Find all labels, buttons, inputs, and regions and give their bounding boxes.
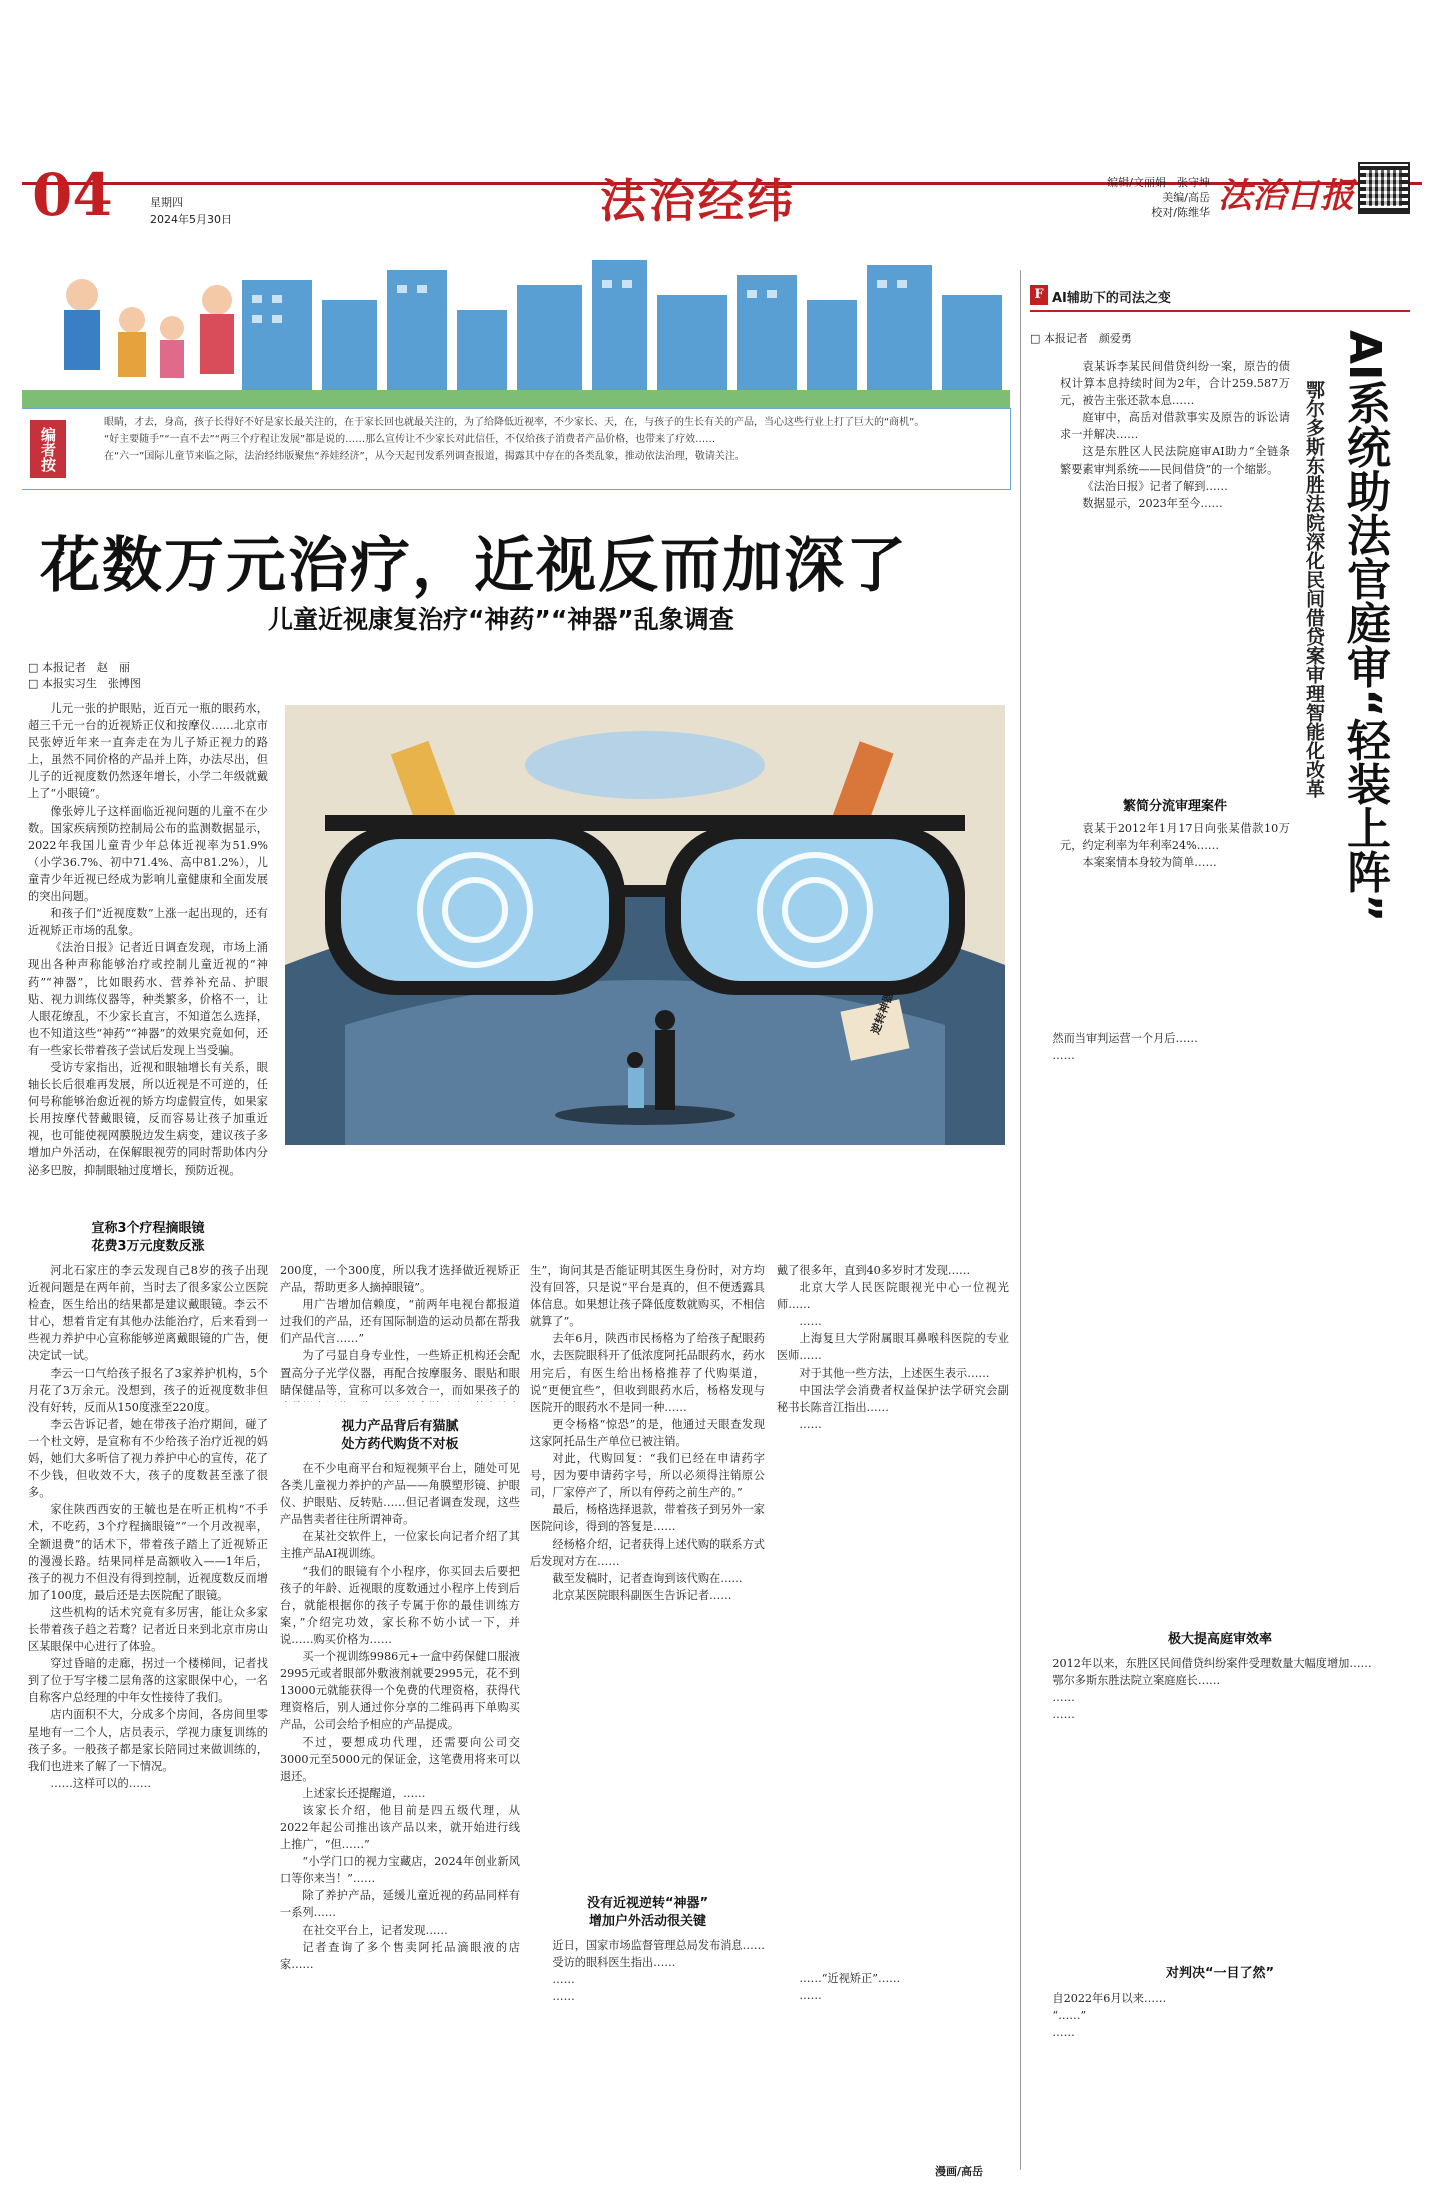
main-headline: 花数万元治疗，近视反而加深了 xyxy=(40,531,908,601)
paragraph: 上海复旦大学附属眼耳鼻喉科医院的专业医师…… xyxy=(777,1332,1009,1363)
paragraph: 经杨格介绍，记者获得上述代购的联系方式后发现对方在…… xyxy=(530,1537,765,1568)
paragraph: 鄂尔多斯东胜法院立案庭庭长…… xyxy=(1052,1674,1221,1688)
paragraph: 袁某于2012年1月17日向张某借款10万元，约定利率为年利率24%…… xyxy=(1060,822,1290,853)
paragraph: 2012年以来，东胜区民间借贷纠纷案件受理数量大幅度增加…… xyxy=(1052,1657,1372,1670)
paragraph: “……” xyxy=(1052,2009,1087,2023)
sidebar-tag: AI辅助下的司法之变 xyxy=(1052,291,1171,306)
sidebar-subheading-2: 极大提高庭审效率 xyxy=(1167,1632,1272,1647)
sidebar-subheading-3: 对判决“一目了然” xyxy=(1165,1966,1275,1981)
paragraph: 买一个视训练9986元+一盒中药保健口服液2995元或者眼部外敷液剂就要2995元，花不到13000元就能获得一个免费的代理资格，获得代理资格后，别人通过你分享的二维码再下单购买产品，公司会给予相应的产品提成。 xyxy=(280,1650,520,1732)
editor-line: 校对/陈维华 xyxy=(1151,206,1210,219)
paragraph: 截至发稿时，记者查询到该代购在…… xyxy=(552,1571,743,1585)
paragraph: 上述家长还提醒道，…… xyxy=(302,1786,426,1800)
paragraph: 数据显示，2023年至今…… xyxy=(1082,496,1223,510)
paragraph: 这些机构的话术究竟有多厉害，能让众多家长带着孩子趋之若鹜？记者近日来到北京市房山区某眼保中心进行了体验。 xyxy=(28,1605,268,1654)
editor-note-text xyxy=(84,414,994,465)
paragraph: …… xyxy=(1052,1049,1075,1063)
byline-intern: □ 本报实习生 张博图 xyxy=(28,677,141,690)
paragraph: 为了弓显自身专业性，一些矫正机构还会配置高分子光学仪器，再配合按摩服务、眼贴和眼睛保健品等，宣称可以多效合一，而如果孩子的 xyxy=(280,1349,520,1397)
subheading-3: 没有近视逆转“神器” 增加户外活动很关键 xyxy=(586,1896,709,1929)
paragraph: …… xyxy=(552,1990,575,2004)
editor-note-label: 编者按 xyxy=(30,420,66,478)
paragraph: 庭审中，高岳对借款事实及原告的诉讼请求一并解决…… xyxy=(1060,411,1290,442)
column-3 xyxy=(530,1262,765,1882)
paragraph: …… xyxy=(552,1973,575,1987)
sidebar-subheading-1: 繁简分流审理案件 xyxy=(1122,799,1227,814)
paragraph: …… xyxy=(1052,1708,1075,1722)
paragraph: ……这样可以的…… xyxy=(50,1776,152,1790)
section-title: 法治经纬 xyxy=(600,174,796,228)
paragraph: 对此，代购回复：“我们已经在申请药字号，因为要申请药字号，所以必须得注销原公司，厂家停产了，所以有停药之前生产的。” xyxy=(530,1452,765,1500)
qr-code xyxy=(1360,164,1408,212)
editors xyxy=(1060,175,1210,220)
sidebar-body-4 xyxy=(1030,1990,1410,2160)
column-2 xyxy=(280,1262,520,1402)
paragraph: 在某社交软件上，一位家长向记者介绍了其主推产品AI视训练。 xyxy=(280,1530,520,1561)
main-illustration xyxy=(285,705,1005,1145)
note-line: “好主要随手”“一直不去”“两三个疗程让发展”都是说的……那么宣传让不少家长对此信任，不仅给孩子消费者产品价格，也带来了疗效…… xyxy=(104,434,716,445)
paragraph: 和孩子们“近视度数”上涨一起出现的，还有近视矫正市场的乱象。 xyxy=(28,907,268,938)
column-4b xyxy=(777,1970,1009,2155)
column-2b xyxy=(280,1460,520,2160)
paragraph: 戴了很多年，直到40多岁时才发现…… xyxy=(777,1264,971,1277)
column-4 xyxy=(777,1262,1009,1962)
paragraph: 河北石家庄的李云发现自己8岁的孩子出现近视问题是在两年前，当时去了很多家公立医院检查，医生给出的结果都是建议戴眼镜。李云不甘心，想着肯定有其他办法能治疗，后来看到一些视力养护中心宣称能够逆离戴眼镜的广告，便决定试一试。 xyxy=(28,1264,268,1363)
subheading-1: 宣称3个疗程摘眼镜 花费3万元度数反涨 xyxy=(91,1221,205,1254)
paragraph: 李云告诉记者，她在带孩子治疗期间，碰了一个杜文婷，是宣称有不少给孩子治疗近视的妈妈，她们大多听信了视力养护中心的宣传，花了不少钱，但收效不大，孩子的度数甚至涨了很多。 xyxy=(28,1417,268,1500)
paragraph: 李云一口气给孩子报名了3家养护机构，5个月花了3万余元。没想到，孩子的近视度数非但没有好转，反而从150度涨至220度。 xyxy=(28,1366,268,1414)
masthead-logo: 法治日报 xyxy=(1218,176,1354,216)
note-line: 在“六一”国际儿童节来临之际，法治经纬版聚焦“养娃经济”，从今天起刊发系列调查报道，揭露其中存在的各类乱象，推动依法治理，敬请关注。 xyxy=(104,451,745,462)
column-3b xyxy=(530,1937,765,2162)
paragraph: 200度，一个300度，所以我才选择做近视矫正产品，帮助更多人摘掉眼镜”。 xyxy=(280,1264,520,1295)
paragraph: 这是东胜区人民法院庭审AI助力“全链条繁要素审判系统——民间借贷”的一个缩影。 xyxy=(1060,445,1290,476)
paragraph: …… xyxy=(1052,2026,1075,2040)
main-subtitle: 儿童近视康复治疗“神药”“神器”乱象调查 xyxy=(268,605,734,634)
paragraph: 本案案情本身较为简单…… xyxy=(1082,856,1217,870)
paragraph: 店内面积不大，分成多个房间，各房间里零星地有一二个人，店员表示，学视力康复训练的孩子多。一般孩子都是家长陪同过来做训练的，我们也进来了解了一下情况。 xyxy=(28,1708,268,1773)
paragraph: …… xyxy=(1052,1691,1075,1705)
paragraph: 对于其他一些方法，上述医生表示…… xyxy=(799,1366,990,1380)
paragraph: 袁某诉李某民间借贷纠纷一案，原告的债权计算本息持续时间为2年，合计259.587万元，被告主张还款本息…… xyxy=(1060,360,1290,408)
paragraph: 最后，杨格选择退款，带着孩子到另外一家医院问诊，得到的答复是…… xyxy=(530,1503,765,1534)
editor-line: 编辑/文丽娟 张守坤 xyxy=(1107,176,1210,189)
paragraph: 家住陕西西安的王毓也是在听正机构“不手术，不吃药，3个疗程摘眼镜”“一个月改视率，全额退费”的话术下，带着孩子踏上了近视矫正的漫漫长路。结果同样是高额收入——1年后，孩子的视力不但没有得到控制，近视度数反而增加了100度，最后还是去医院配了眼镜。 xyxy=(28,1503,268,1602)
sidebar-body-1 xyxy=(1060,358,1290,788)
paragraph: “我们的眼镜有个小程序，你买回去后要把孩子的年龄、近视眼的度数通过小程序上传到后台，就能根据你的孩子专属于你的最佳训练方案，”介绍完功效，家长称不妨小试一下，并说……购买价格为…… xyxy=(280,1564,520,1646)
paragraph: 中国法学会消费者权益保护法学研究会副秘书长陈音江指出…… xyxy=(777,1383,1009,1414)
paragraph: 生”，询问其是否能证明其医生身份时，对方均没有回答，只是说“平台是真的，但不便透露具体信息。如果想让孩子降低度数就购买，不相信就算了”。 xyxy=(530,1264,765,1329)
paragraph: 自2022年6月以来…… xyxy=(1052,1992,1167,2005)
sidebar-byline: □ 本报记者 颜爱勇 xyxy=(1030,332,1132,345)
sidebar-body-2 xyxy=(1060,820,1290,1020)
note-line: 眼睛，才去，身高，孩子长得好不好是家长最关注的，在于家长回也就最关注的，为了给降低近视率，不少家长、天，在，与孩子的生长有关的产品，当心这些行业上打了巨大的“商机”。 xyxy=(104,417,925,428)
paragraph: 在不少电商平台和短视频平台上，随处可见各类儿童视力养护的产品——角膜塑形镜、护眼仪、护眼贴、反转贴……但记者调查发现，这些产品售卖者往往所谓神奇。 xyxy=(280,1462,520,1527)
paragraph: 像张婷儿子这样面临近视问题的儿童不在少数。国家疾病预防控制局公布的监测数据显示，2022年我国儿童青少年总体近视率为51.9%（小学36.7%、初中71.4%、高中81.2%），儿童青少年近视已经成为影响儿童健康和全面发展的突出问题。 xyxy=(28,804,268,904)
paragraph: …… xyxy=(799,1989,822,2003)
paragraph: 然而当审判运营一个月后…… xyxy=(1052,1032,1198,1045)
paragraph: 《法治日报》记者了解到…… xyxy=(1082,479,1228,493)
column-1b xyxy=(28,1262,268,2162)
byline xyxy=(28,660,141,692)
paragraph: 近日，国家市场监督管理总局发布消息…… xyxy=(552,1939,765,1952)
paragraph: 在社交平台上，记者发现…… xyxy=(302,1923,448,1937)
column-divider xyxy=(1020,270,1021,2170)
sidebar-body-2b xyxy=(1030,1030,1410,1620)
paragraph: 不过，要想成功代理，还需要向公司交3000元至5000元的保证金，这笔费用将来可以退还。 xyxy=(280,1735,520,1783)
illustration-caption: 漫画/高岳 xyxy=(935,2165,984,2178)
paragraph: 该家长介绍，他目前是四五级代理，从2022年起公司推出该产品以来，就开始进行线上推广，“但……” xyxy=(280,1803,520,1852)
paragraph: 北京大学人民医院眼视光中心一位视光师…… xyxy=(777,1281,1009,1312)
paragraph: ……“近视矫正”…… xyxy=(799,1972,901,1985)
paragraph: 更令杨格“惊恐”的是，他通过天眼查发现这家阿托品生产单位已被注销。 xyxy=(530,1417,765,1448)
paragraph: 《法治日报》记者近日调查发现，市场上涌现出各种声称能够治疗或控制儿童近视的“神药”“神器”，比如眼药水、营养补充品、护眼贴、视力训练仪器等，种类繁多，价格不一，让人眼花缭乱，不少家长直言，不知道怎么选择，也不知道这些“神药”“神器”的效果究竟如何，还有一些家长带着孩子尝试后发现上当受骗。 xyxy=(28,941,268,1057)
editor-line: 美编/高岳 xyxy=(1162,191,1210,204)
sidebar-subtitle: 鄂尔多斯东胜法院深化民间借贷案审理智能化改革 xyxy=(1303,380,1325,798)
byline-reporter: □ 本报记者 赵 丽 xyxy=(28,661,130,674)
paragraph: 受访的眼科医生指出…… xyxy=(552,1956,676,1970)
sidebar-body-3 xyxy=(1030,1655,1410,1955)
paragraph: 用广告增加信赖度，“前两年电视台都报道过我们的产品，还有国际制造的运动员都在帮我们产品代言……” xyxy=(280,1298,520,1346)
paragraph: 除了养护产品，延缓儿童近视的药品同样有一系列…… xyxy=(280,1889,520,1920)
subheading-2: 视力产品背后有猫腻 处方药代购货不对板 xyxy=(341,1419,459,1452)
column-1 xyxy=(28,700,268,1210)
paragraph: “小学门口的视力宝藏店，2024年创业新风口等你来当！”…… xyxy=(280,1855,520,1886)
paragraph: 儿元一张的护眼贴，近百元一瓶的眼药水，超三千元一台的近视矫正仪和按摩仪……北京市民张婷近年来一直奔走在为儿子矫正视力的路上，虽然不同价格的产品并上阵，办法尽出，但儿子的近视度数仍然逐年增长，小学二年级就戴上了“小眼镜”。 xyxy=(28,702,268,801)
sidebar-tag-badge: F xyxy=(1030,285,1048,305)
paragraph: 穿过昏暗的走廊，拐过一个楼梯间，记者找到了位于写字楼二层角落的这家眼保中心，一名自称客户总经理的中年女性接待了我们。 xyxy=(28,1657,268,1705)
paragraph: …… xyxy=(799,1417,822,1431)
sidebar-title: AI系统助法官庭审“轻装上阵” xyxy=(1339,330,1390,923)
sidebar-tag-rule xyxy=(1030,310,1410,312)
paragraph: …… xyxy=(799,1315,822,1329)
date: 2024年5月30日 xyxy=(150,213,232,226)
page-number: 04 xyxy=(32,161,113,229)
weekday: 星期四 xyxy=(150,196,183,209)
banner-illustration xyxy=(22,240,1010,408)
paragraph: 北京某医院眼科副医生告诉记者…… xyxy=(552,1588,732,1602)
paragraph: 受访专家指出，近视和眼轴增长有关系，眼轴长长后很难再发展，所以近视是不可逆的，任何号称能够治愈近视的矫方均虚假宣传，如果家长用按摩代替戴眼镜，反而容易让孩子加重近视，也可能使视网膜脱边发生病变，建议孩子多增加户外活动，在保解眼视劳的同时帮助体内分泌多巴胺，抑制眼轴过度增长，预防近视。 xyxy=(28,1060,268,1177)
paragraph: 记者查询了多个售卖阿托品滴眼液的店家…… xyxy=(280,1940,520,1971)
paragraph: 去年6月，陕西市民杨格为了给孩子配眼药水，去医院眼科开了低浓度阿托品眼药水，药水用完后，有医生给出杨格推荐了代购渠道，说“更便宜些”，但收到眼药水后，杨格发现与医院开的眼药水不是同一种…… xyxy=(530,1332,765,1414)
box-label: 逆转神器 xyxy=(868,990,897,1037)
